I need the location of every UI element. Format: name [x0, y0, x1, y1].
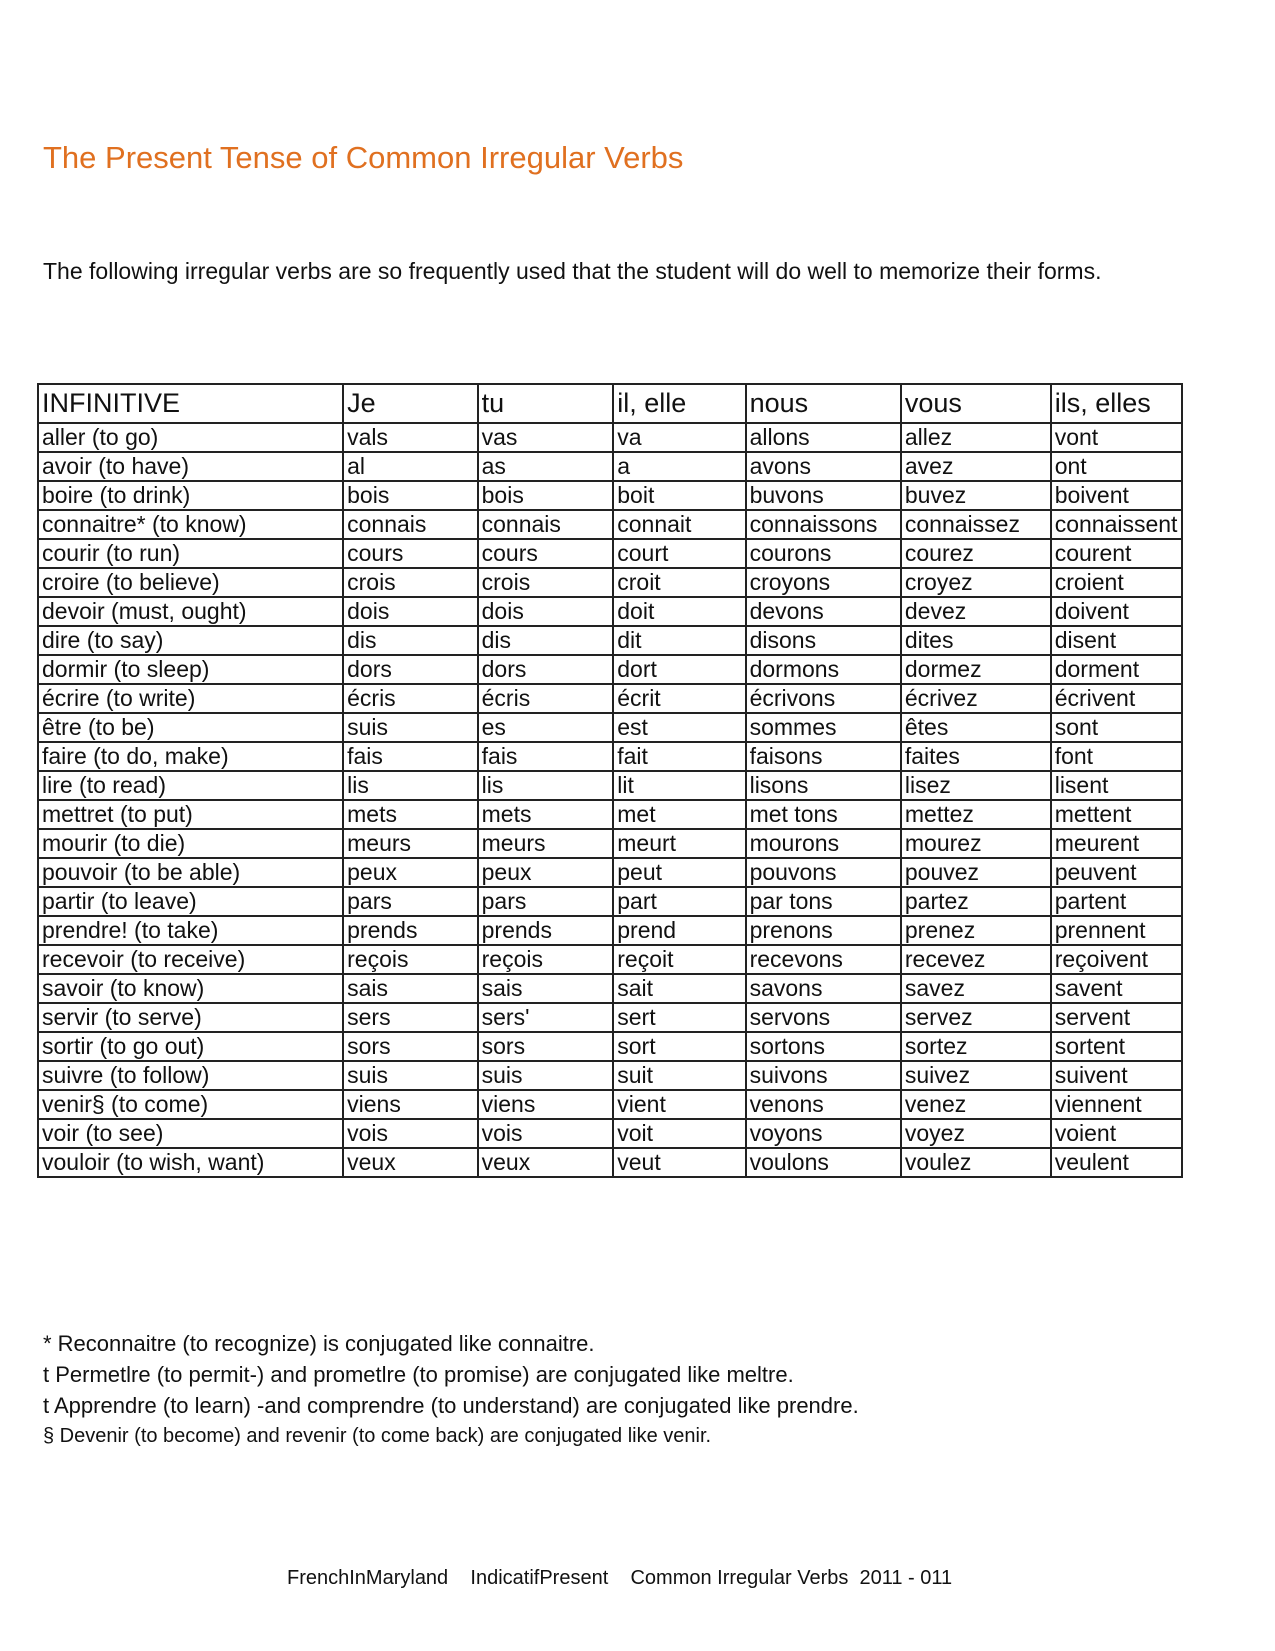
- cell-ils-elles: boivent: [1051, 481, 1182, 510]
- cell-tu: prends: [478, 916, 614, 945]
- cell-tu: es: [478, 713, 614, 742]
- cell-je: viens: [343, 1090, 478, 1119]
- cell-je: lis: [343, 771, 478, 800]
- cell-il-elle: lit: [613, 771, 745, 800]
- cell-je: pars: [343, 887, 478, 916]
- cell-il-elle: a: [613, 452, 745, 481]
- cell-ils-elles: reçoivent: [1051, 945, 1182, 974]
- cell-infinitive: écrire (to write): [38, 684, 343, 713]
- cell-vous: venez: [901, 1090, 1051, 1119]
- cell-je: meurs: [343, 829, 478, 858]
- table-row: [38, 916, 1182, 945]
- cell-vous: dites: [901, 626, 1051, 655]
- cell-je: sors: [343, 1032, 478, 1061]
- cell-infinitive: devoir (must, ought): [38, 597, 343, 626]
- cell-il-elle: reçoit: [613, 945, 745, 974]
- cell-ils-elles: lisent: [1051, 771, 1182, 800]
- cell-infinitive: mettret (to put): [38, 800, 343, 829]
- table-row: [38, 1148, 1182, 1177]
- table-row: [38, 539, 1182, 568]
- table-row: [38, 510, 1182, 539]
- cell-tu: viens: [478, 1090, 614, 1119]
- cell-infinitive: dire (to say): [38, 626, 343, 655]
- header-ils-elles: ils, elles: [1051, 384, 1182, 423]
- cell-vous: lisez: [901, 771, 1051, 800]
- cell-il-elle: vient: [613, 1090, 745, 1119]
- header-je: Je: [343, 384, 478, 423]
- cell-nous: croyons: [746, 568, 901, 597]
- cell-vous: sortez: [901, 1032, 1051, 1061]
- cell-nous: suivons: [746, 1061, 901, 1090]
- table-row: [38, 974, 1182, 1003]
- cell-nous: servons: [746, 1003, 901, 1032]
- table-row: [38, 887, 1182, 916]
- cell-il-elle: sort: [613, 1032, 745, 1061]
- cell-infinitive: prendre! (to take): [38, 916, 343, 945]
- cell-il-elle: fait: [613, 742, 745, 771]
- cell-nous: dormons: [746, 655, 901, 684]
- cell-infinitive: partir (to leave): [38, 887, 343, 916]
- cell-il-elle: doit: [613, 597, 745, 626]
- cell-ils-elles: partent: [1051, 887, 1182, 916]
- cell-tu: reçois: [478, 945, 614, 974]
- cell-vous: êtes: [901, 713, 1051, 742]
- cell-il-elle: est: [613, 713, 745, 742]
- cell-infinitive: recevoir (to receive): [38, 945, 343, 974]
- cell-je: dors: [343, 655, 478, 684]
- table-row: [38, 858, 1182, 887]
- table-row: [38, 713, 1182, 742]
- cell-je: sais: [343, 974, 478, 1003]
- cell-ils-elles: font: [1051, 742, 1182, 771]
- table-row: [38, 1032, 1182, 1061]
- cell-infinitive: faire (to do, make): [38, 742, 343, 771]
- cell-vous: suivez: [901, 1061, 1051, 1090]
- cell-nous: faisons: [746, 742, 901, 771]
- cell-vous: savez: [901, 974, 1051, 1003]
- cell-je: crois: [343, 568, 478, 597]
- cell-infinitive: savoir (to know): [38, 974, 343, 1003]
- cell-je: sers: [343, 1003, 478, 1032]
- verb-conjugation-table: [37, 383, 1183, 1178]
- cell-vous: connaissez: [901, 510, 1051, 539]
- cell-ils-elles: écrivent: [1051, 684, 1182, 713]
- cell-nous: voyons: [746, 1119, 901, 1148]
- cell-infinitive: courir (to run): [38, 539, 343, 568]
- header-vous: vous: [901, 384, 1051, 423]
- cell-nous: venons: [746, 1090, 901, 1119]
- cell-nous: lisons: [746, 771, 901, 800]
- cell-je: vois: [343, 1119, 478, 1148]
- cell-tu: veux: [478, 1148, 614, 1177]
- cell-tu: écris: [478, 684, 614, 713]
- footnotes: [43, 1328, 859, 1452]
- cell-tu: vois: [478, 1119, 614, 1148]
- cell-il-elle: écrit: [613, 684, 745, 713]
- table-row: [38, 1003, 1182, 1032]
- cell-tu: sers': [478, 1003, 614, 1032]
- cell-vous: avez: [901, 452, 1051, 481]
- cell-je: cours: [343, 539, 478, 568]
- cell-tu: bois: [478, 481, 614, 510]
- cell-ils-elles: dorment: [1051, 655, 1182, 684]
- cell-tu: mets: [478, 800, 614, 829]
- cell-je: suis: [343, 713, 478, 742]
- cell-il-elle: prend: [613, 916, 745, 945]
- cell-nous: sortons: [746, 1032, 901, 1061]
- cell-ils-elles: peuvent: [1051, 858, 1182, 887]
- cell-tu: dors: [478, 655, 614, 684]
- cell-vous: écrivez: [901, 684, 1051, 713]
- cell-infinitive: venir§ (to come): [38, 1090, 343, 1119]
- cell-ils-elles: meurent: [1051, 829, 1182, 858]
- cell-tu: peux: [478, 858, 614, 887]
- cell-ils-elles: savent: [1051, 974, 1182, 1003]
- cell-infinitive: croire (to believe): [38, 568, 343, 597]
- cell-tu: fais: [478, 742, 614, 771]
- cell-infinitive: voir (to see): [38, 1119, 343, 1148]
- cell-je: bois: [343, 481, 478, 510]
- cell-vous: croyez: [901, 568, 1051, 597]
- cell-tu: sais: [478, 974, 614, 1003]
- cell-ils-elles: ont: [1051, 452, 1182, 481]
- cell-il-elle: veut: [613, 1148, 745, 1177]
- cell-je: dis: [343, 626, 478, 655]
- cell-tu: sors: [478, 1032, 614, 1061]
- cell-ils-elles: mettent: [1051, 800, 1182, 829]
- cell-il-elle: part: [613, 887, 745, 916]
- cell-il-elle: dit: [613, 626, 745, 655]
- footnote-permettre: t Permetlre (to permit-) and prometlre (to promise) are conjugated like meltre.: [43, 1362, 794, 1387]
- cell-tu: cours: [478, 539, 614, 568]
- cell-vous: voulez: [901, 1148, 1051, 1177]
- cell-infinitive: aller (to go): [38, 423, 343, 452]
- table-row: [38, 481, 1182, 510]
- cell-ils-elles: suivent: [1051, 1061, 1182, 1090]
- cell-il-elle: sert: [613, 1003, 745, 1032]
- cell-il-elle: connait: [613, 510, 745, 539]
- cell-vous: voyez: [901, 1119, 1051, 1148]
- cell-tu: connais: [478, 510, 614, 539]
- cell-ils-elles: sortent: [1051, 1032, 1182, 1061]
- cell-il-elle: met: [613, 800, 745, 829]
- cell-il-elle: sait: [613, 974, 745, 1003]
- table-row: [38, 800, 1182, 829]
- cell-vous: courez: [901, 539, 1051, 568]
- cell-vous: servez: [901, 1003, 1051, 1032]
- cell-ils-elles: viennent: [1051, 1090, 1182, 1119]
- cell-il-elle: va: [613, 423, 745, 452]
- cell-nous: sommes: [746, 713, 901, 742]
- page-title: The Present Tense of Common Irregular Verbs: [43, 140, 684, 175]
- cell-il-elle: court: [613, 539, 745, 568]
- cell-ils-elles: connaissent: [1051, 510, 1182, 539]
- cell-je: al: [343, 452, 478, 481]
- cell-tu: meurs: [478, 829, 614, 858]
- cell-infinitive: mourir (to die): [38, 829, 343, 858]
- cell-tu: crois: [478, 568, 614, 597]
- cell-nous: courons: [746, 539, 901, 568]
- cell-infinitive: servir (to serve): [38, 1003, 343, 1032]
- table-row: [38, 945, 1182, 974]
- table-row: [38, 742, 1182, 771]
- cell-infinitive: lire (to read): [38, 771, 343, 800]
- cell-infinitive: avoir (to have): [38, 452, 343, 481]
- cell-je: mets: [343, 800, 478, 829]
- header-tu: tu: [478, 384, 614, 423]
- cell-infinitive: connaitre* (to know): [38, 510, 343, 539]
- cell-ils-elles: courent: [1051, 539, 1182, 568]
- cell-il-elle: dort: [613, 655, 745, 684]
- table-row: [38, 655, 1182, 684]
- cell-ils-elles: doivent: [1051, 597, 1182, 626]
- cell-tu: dis: [478, 626, 614, 655]
- cell-vous: faites: [901, 742, 1051, 771]
- cell-je: écris: [343, 684, 478, 713]
- cell-je: veux: [343, 1148, 478, 1177]
- cell-nous: pouvons: [746, 858, 901, 887]
- table-row: [38, 626, 1182, 655]
- cell-nous: voulons: [746, 1148, 901, 1177]
- cell-infinitive: pouvoir (to be able): [38, 858, 343, 887]
- cell-nous: devons: [746, 597, 901, 626]
- cell-infinitive: suivre (to follow): [38, 1061, 343, 1090]
- cell-tu: lis: [478, 771, 614, 800]
- cell-vous: pouvez: [901, 858, 1051, 887]
- cell-tu: vas: [478, 423, 614, 452]
- footnote-apprendre: t Apprendre (to learn) -and comprendre (to understand) are conjugated like prendre.: [43, 1393, 859, 1418]
- cell-il-elle: boit: [613, 481, 745, 510]
- cell-il-elle: meurt: [613, 829, 745, 858]
- header-nous: nous: [746, 384, 901, 423]
- table-row: [38, 829, 1182, 858]
- cell-vous: devez: [901, 597, 1051, 626]
- cell-tu: pars: [478, 887, 614, 916]
- cell-nous: connaissons: [746, 510, 901, 539]
- cell-infinitive: vouloir (to wish, want): [38, 1148, 343, 1177]
- cell-nous: par tons: [746, 887, 901, 916]
- table-row: [38, 423, 1182, 452]
- table-row: [38, 771, 1182, 800]
- cell-nous: écrivons: [746, 684, 901, 713]
- cell-nous: met tons: [746, 800, 901, 829]
- cell-il-elle: peut: [613, 858, 745, 887]
- table-row: [38, 452, 1182, 481]
- cell-infinitive: boire (to drink): [38, 481, 343, 510]
- cell-infinitive: sortir (to go out): [38, 1032, 343, 1061]
- table-row: [38, 597, 1182, 626]
- cell-il-elle: suit: [613, 1061, 745, 1090]
- cell-je: suis: [343, 1061, 478, 1090]
- cell-infinitive: être (to be): [38, 713, 343, 742]
- table-body: [38, 423, 1182, 1177]
- header-infinitive: INFINITIVE: [38, 384, 343, 423]
- cell-nous: mourons: [746, 829, 901, 858]
- cell-je: dois: [343, 597, 478, 626]
- cell-nous: prenons: [746, 916, 901, 945]
- cell-vous: partez: [901, 887, 1051, 916]
- table-row: [38, 1090, 1182, 1119]
- cell-ils-elles: veulent: [1051, 1148, 1182, 1177]
- cell-il-elle: voit: [613, 1119, 745, 1148]
- cell-vous: recevez: [901, 945, 1051, 974]
- cell-je: reçois: [343, 945, 478, 974]
- cell-je: fais: [343, 742, 478, 771]
- cell-ils-elles: disent: [1051, 626, 1182, 655]
- header-il-elle: il, elle: [613, 384, 745, 423]
- cell-je: prends: [343, 916, 478, 945]
- table-row: [38, 1061, 1182, 1090]
- cell-vous: prenez: [901, 916, 1051, 945]
- footnote-reconnaitre: * Reconnaitre (to recognize) is conjugated like connaitre.: [43, 1331, 595, 1356]
- table-header-row: [38, 384, 1182, 423]
- cell-vous: allez: [901, 423, 1051, 452]
- cell-infinitive: dormir (to sleep): [38, 655, 343, 684]
- cell-nous: disons: [746, 626, 901, 655]
- intro-text: The following irregular verbs are so frequently used that the student will do well to memorize their forms.: [43, 258, 1102, 284]
- cell-nous: allons: [746, 423, 901, 452]
- cell-vous: dormez: [901, 655, 1051, 684]
- cell-tu: suis: [478, 1061, 614, 1090]
- cell-ils-elles: vont: [1051, 423, 1182, 452]
- table-row: [38, 568, 1182, 597]
- page-footer: FrenchInMaryland IndicatifPresent Common Irregular Verbs 2011 - 011: [287, 1567, 953, 1589]
- footnote-devenir: § Devenir (to become) and revenir (to come back) are conjugated like venir.: [43, 1425, 712, 1447]
- cell-vous: mettez: [901, 800, 1051, 829]
- cell-il-elle: croit: [613, 568, 745, 597]
- cell-ils-elles: servent: [1051, 1003, 1182, 1032]
- cell-nous: savons: [746, 974, 901, 1003]
- cell-nous: avons: [746, 452, 901, 481]
- cell-je: connais: [343, 510, 478, 539]
- cell-je: vals: [343, 423, 478, 452]
- cell-ils-elles: voient: [1051, 1119, 1182, 1148]
- cell-tu: dois: [478, 597, 614, 626]
- cell-ils-elles: prennent: [1051, 916, 1182, 945]
- cell-vous: mourez: [901, 829, 1051, 858]
- cell-nous: recevons: [746, 945, 901, 974]
- table-row: [38, 684, 1182, 713]
- cell-ils-elles: croient: [1051, 568, 1182, 597]
- cell-je: peux: [343, 858, 478, 887]
- table-row: [38, 1119, 1182, 1148]
- cell-tu: as: [478, 452, 614, 481]
- cell-vous: buvez: [901, 481, 1051, 510]
- cell-nous: buvons: [746, 481, 901, 510]
- cell-ils-elles: sont: [1051, 713, 1182, 742]
